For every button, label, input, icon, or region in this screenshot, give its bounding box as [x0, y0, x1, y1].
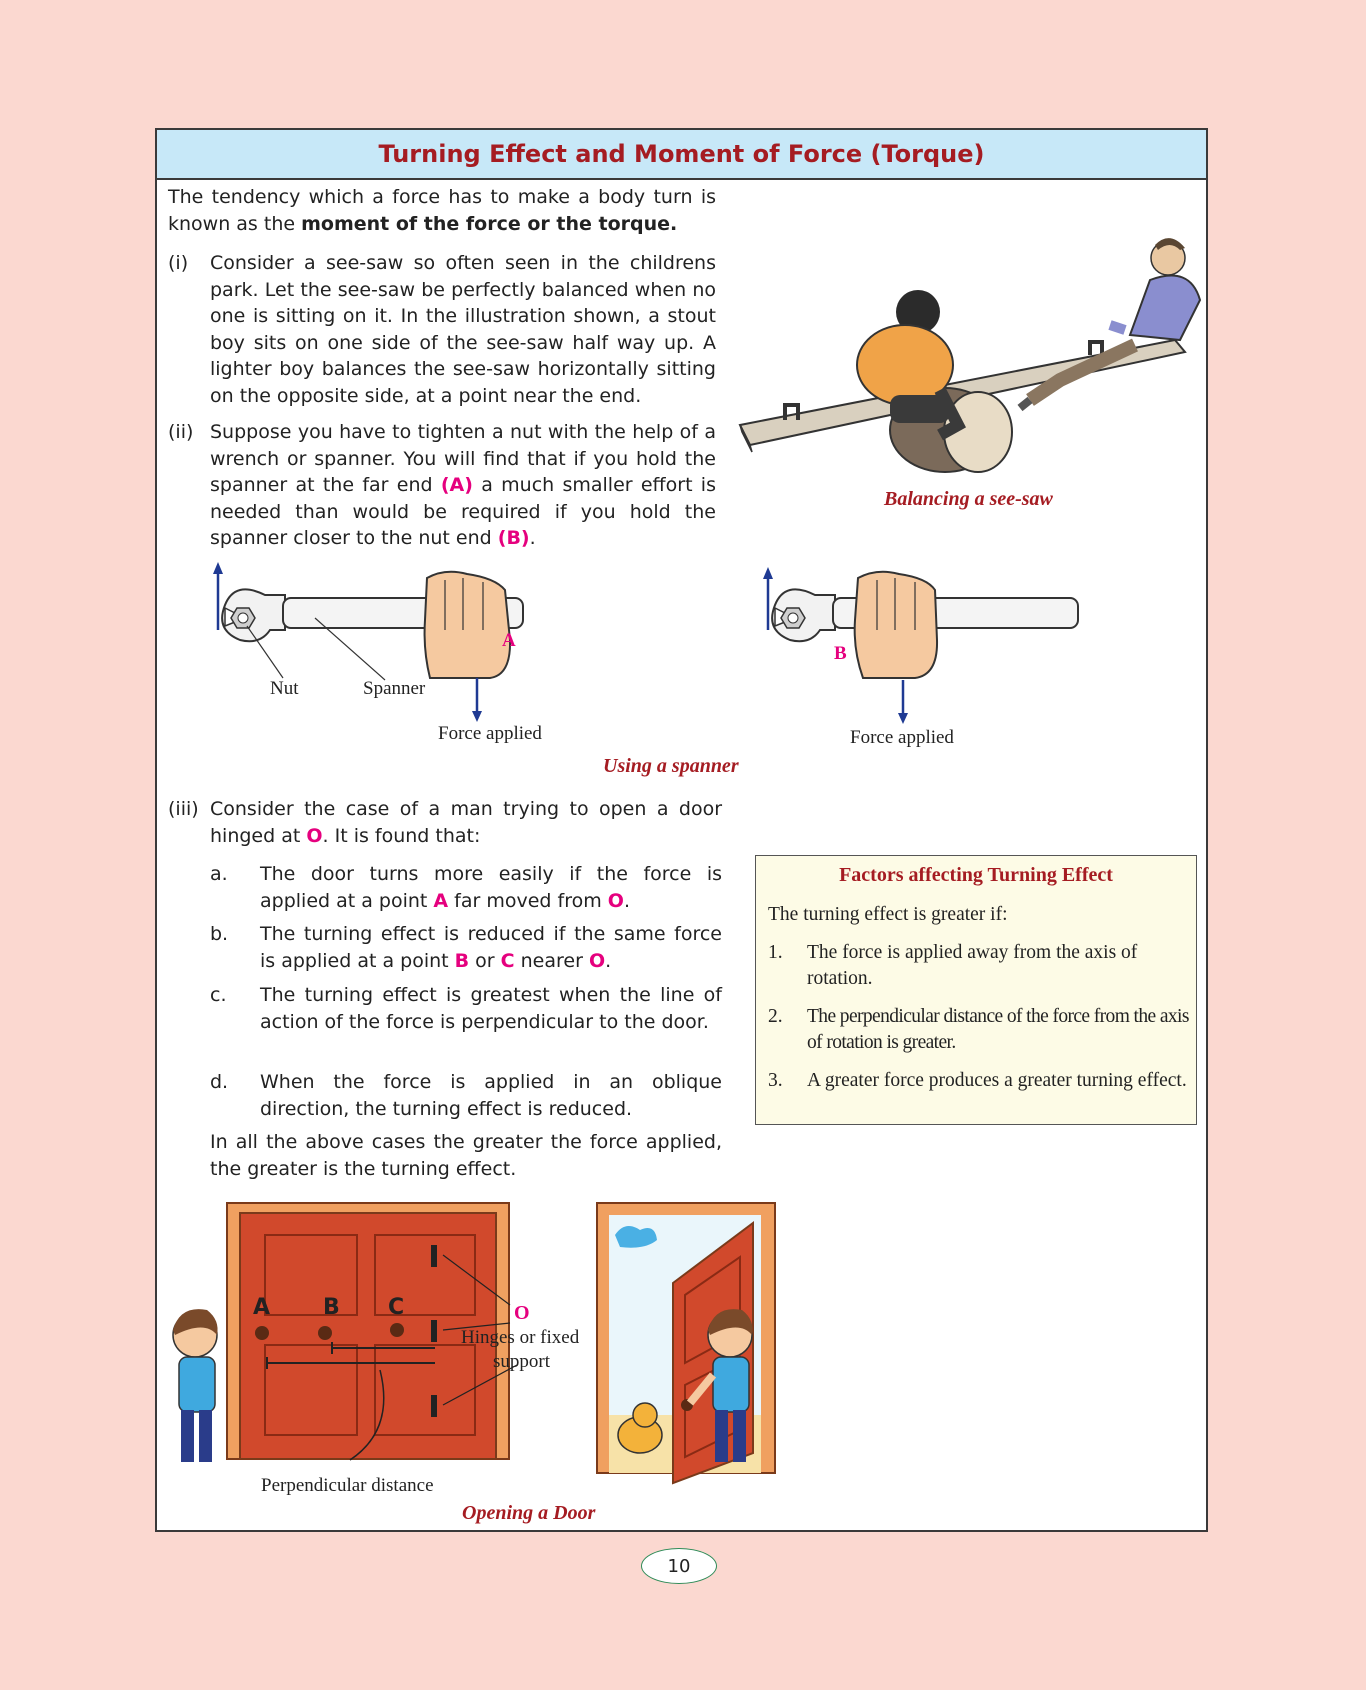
door-caption: Opening a Door: [462, 1502, 596, 1524]
factors-lead: The turning effect is greater if:: [768, 904, 1008, 925]
door-label-b: B: [323, 1295, 340, 1320]
seesaw-illustration: [730, 230, 1210, 480]
seesaw-caption: Balancing a see-saw: [884, 488, 1053, 510]
subitem-a-text: The door turns more easily if the force is applied at a point A far moved from O.: [260, 863, 722, 912]
title-bar: [157, 130, 1206, 180]
subitem-c-marker: c.: [210, 984, 227, 1006]
support-label: support: [493, 1351, 550, 1372]
subitem-c-text: The turning effect is greatest when the line of action of the force is perpendicular to the door.: [260, 984, 722, 1033]
torque-definition: moment of the force or the torque.: [301, 212, 678, 235]
factor-2-text: The perpendicular distance of the force from the axis of rotation is greater.: [807, 1006, 1189, 1053]
page-number: 10: [641, 1548, 717, 1584]
door-label-c: C: [388, 1295, 405, 1320]
subitem-d-text: When the force is applied in an oblique direction, the turning effect is reduced.: [260, 1071, 722, 1120]
door-label-a: A: [253, 1295, 271, 1320]
item-i-marker: (i): [168, 252, 189, 274]
hinge-label-o: O: [514, 1302, 530, 1324]
item-iii-marker: (iii): [168, 798, 199, 820]
force-arrow-b: [896, 680, 910, 725]
force-arrow-a: [470, 678, 484, 723]
intro-paragraph: The tendency which a force has to make a body turn is known as the moment of the force or the torque.: [168, 186, 716, 235]
conclusion-paragraph: In all the above cases the greater the force applied, the greater is the turning effect.: [210, 1131, 722, 1180]
factor-2-num: 2.: [768, 1006, 783, 1027]
item-iii-text: Consider the case of a man trying to open a door hinged at O. It is found that:: [210, 798, 722, 847]
spanner-caption: Using a spanner: [603, 755, 739, 777]
factor-3-num: 3.: [768, 1070, 783, 1091]
factor-1-num: 1.: [768, 942, 783, 963]
spanner-label-a: A: [502, 630, 516, 651]
hinges-label: Hinges or fixed: [461, 1327, 580, 1348]
item-i-text: Consider a see-saw so often seen in the childrens park. Let the see-saw be perfectly balanced when no one is sitting on it. In the illustration shown, a stout boy sits on one side of the see-saw half way up. A lighter boy balances the see-saw horizontally sitting on the opposite side, at a point near the end.: [210, 252, 716, 407]
spanner-illustration-a: [205, 560, 545, 690]
page-title: Turning Effect and Moment of Force (Torque): [378, 140, 985, 168]
door-illustration-open: [585, 1195, 815, 1485]
perpendicular-distance-label: Perpendicular distance: [261, 1475, 434, 1496]
nut-label: Nut: [270, 678, 299, 699]
force-applied-label-1: Force applied: [438, 723, 542, 744]
subitem-d-marker: d.: [210, 1071, 229, 1093]
spanner-illustration-b: [755, 565, 1095, 685]
factor-1-text: The force is applied away from the axis of rotation.: [807, 942, 1138, 989]
factors-title: Factors affecting Turning Effect: [839, 864, 1113, 886]
spanner-label: Spanner: [363, 678, 426, 699]
force-applied-label-2: Force applied: [850, 727, 954, 748]
spanner-label-b: B: [834, 643, 847, 664]
subitem-b-marker: b.: [210, 923, 229, 945]
subitem-a-marker: a.: [210, 863, 228, 885]
factor-3-text: A greater force produces a greater turning effect.: [807, 1070, 1187, 1091]
item-ii-marker: (ii): [168, 421, 194, 443]
factors-box: [755, 855, 1197, 1125]
subitem-b-text: The turning effect is reduced if the same force is applied at a point B or C nearer O.: [260, 923, 722, 972]
item-ii-text: Suppose you have to tighten a nut with the help of a wrench or spanner. You will find that if you hold the spanner at the far end (A) a much smaller effort is needed than would be required if you hold the spanner closer to the nut end (B).: [210, 421, 716, 549]
